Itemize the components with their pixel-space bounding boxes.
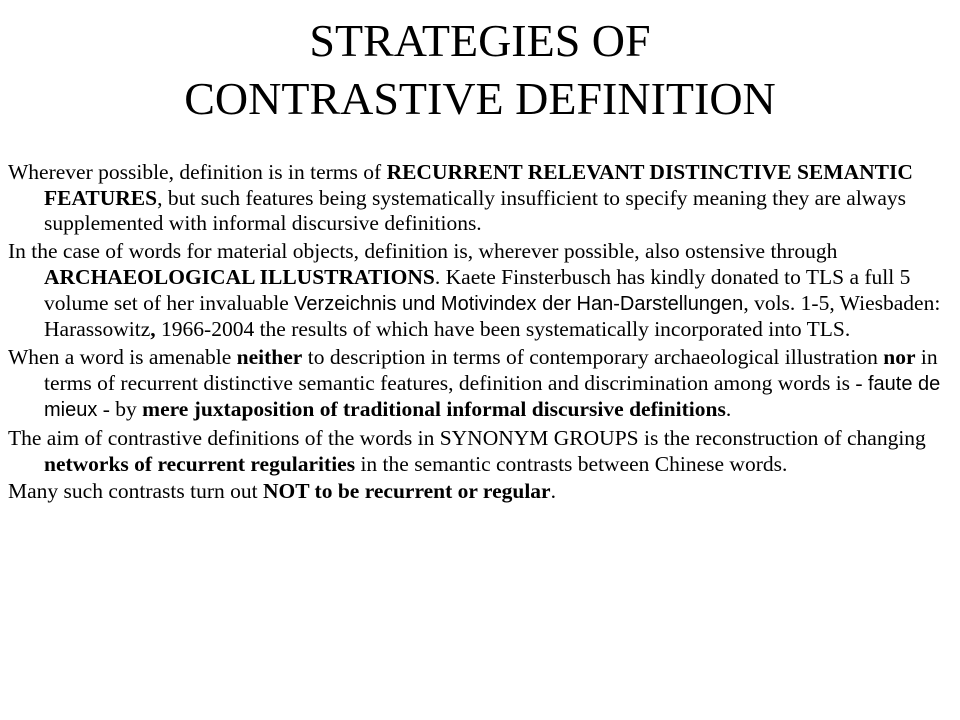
- p1-bold-1: RECURRENT RELEVANT DISTINCTIVE SEMANTIC FEATURES: [44, 160, 913, 210]
- paragraph-synonym-groups: [8, 426, 948, 477]
- p3-text-5: .: [725, 397, 732, 422]
- p2-text-2: . Kaete Finsterbusch has kindly donated to TLS a full 5 volume set of her invaluable: [44, 264, 911, 315]
- p4-bold-1: networks of recurrent regularities: [44, 451, 356, 476]
- p3-bold-1: neither: [236, 344, 303, 369]
- p2-text-4: 1966-2004 the results of which have been systematically incorporated into TLS.: [155, 317, 851, 342]
- p4-text-1: The aim of contrastive definitions of the words in SYNONYM GROUPS is the reconstruction of changing: [8, 426, 926, 451]
- p3-text-1: When a word is amenable: [8, 344, 237, 369]
- paragraph-archaeological-illustrations: [8, 239, 948, 343]
- p4-text-2: in the semantic contrasts between Chinese words.: [355, 451, 788, 476]
- p2-bold-1: ARCHAEOLOGICAL ILLUSTRATIONS: [44, 264, 435, 289]
- p5-text-1: Many such contrasts turn out: [8, 479, 263, 504]
- paragraph-not-regular: [8, 479, 948, 505]
- p2-bold-2: ,: [150, 317, 156, 342]
- p2-text-3: , vols. 1-5, Wiesbaden: Harassowitz: [44, 290, 941, 342]
- title-line-1: STRATEGIES OF: [309, 15, 651, 66]
- paragraph-juxtaposition: [8, 345, 948, 424]
- p5-text-2: .: [550, 479, 556, 504]
- p3-text-3: in terms of recurrent distinctive semantic features, definition and discrimination among words is -: [44, 344, 938, 395]
- paragraph-semantic-features: [8, 160, 948, 237]
- slide-title: [0, 12, 960, 128]
- p1-text-2: , but such features being systematically insufficient to specify meaning they are always supplemented with informal discursive definitions.: [44, 185, 906, 236]
- p3-text-2: to description in terms of contemporary archaeological illustration: [302, 344, 884, 369]
- slide-body: [8, 160, 948, 507]
- p3-bold-3: mere juxtaposition of traditional informal discursive definitions: [142, 397, 726, 422]
- p1-text-1: Wherever possible, definition is in terms of: [8, 160, 387, 184]
- p2-book-title: Verzeichnis und Motivindex der Han-Darstellungen: [294, 292, 744, 315]
- p3-text-4: - by: [97, 397, 143, 422]
- p5-bold-1: NOT to be recurrent or regular: [262, 479, 551, 504]
- p3-bold-2: nor: [883, 344, 916, 369]
- p3-faute-de-mieux: faute de mieux: [44, 372, 941, 422]
- p2-text-1: In the case of words for material objects, definition is, wherever possible, also ostensive through: [8, 239, 838, 264]
- title-line-2: CONTRASTIVE DEFINITION: [184, 73, 776, 124]
